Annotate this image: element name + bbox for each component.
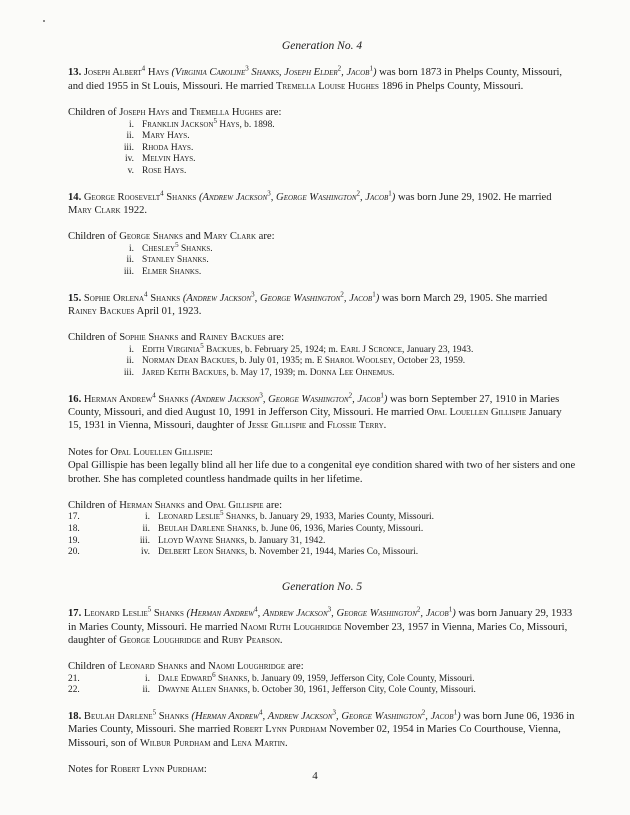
generation-sup: 1 [388, 189, 392, 198]
child-row [68, 670, 576, 686]
spouse-name: Tremella Louise Hughes [276, 80, 379, 92]
child-text [158, 547, 576, 559]
child-numeral: iii. [123, 368, 134, 378]
child-marriage-date: , October 23, 1959. [392, 356, 466, 367]
child-numeral: i. [129, 344, 134, 355]
entry-number: 14. [68, 191, 82, 203]
child-numeral: i. [145, 673, 150, 684]
heading-parent: George Shanks [119, 231, 183, 243]
entry-text: November 23, 1957 in Vienna, Maries Co, Missouri, daughter of [68, 621, 568, 647]
child-name: Rhoda Hays. [142, 142, 194, 153]
child-row [68, 509, 576, 524]
notes-heading [68, 446, 576, 459]
child-index: 17. [68, 512, 80, 523]
child-name: Mary Hays. [142, 131, 190, 142]
child-text [158, 524, 576, 536]
child-info: , b. January 09, 1959, Jefferson City, Cole County, Missouri. [247, 673, 475, 684]
entry-text: and [210, 737, 232, 749]
children-heading [68, 499, 576, 512]
lineage-ancestor: Jacob [357, 393, 381, 405]
child-spouse: E Sharol Woolsey [316, 356, 393, 367]
child-info: , b. July 01, 1935; m. [234, 356, 317, 367]
spouse-father: Jesse Gillispie [247, 420, 307, 432]
lineage-great-grandparent: George Washington [336, 608, 417, 620]
generation-sup: 4 [141, 64, 146, 73]
entry-16 [68, 393, 576, 433]
child-text [158, 685, 576, 697]
lineage-ancestor: Jacob [430, 711, 454, 723]
entry-text: 1922. [120, 205, 148, 216]
child-name: Melvin Hays. [142, 154, 196, 165]
child-row [68, 131, 576, 143]
lineage-sep: , [360, 191, 366, 203]
generation-sup: 3 [251, 290, 255, 299]
lineage-open: ( [191, 393, 195, 405]
heading-parent: Mary Clark [203, 231, 257, 243]
generation-sup: 2 [337, 64, 342, 73]
lineage-ancestor: Jacob [365, 191, 389, 203]
lineage-close: ) [457, 711, 461, 723]
heading-text: and [182, 231, 204, 243]
child-name: Franklin Jackson [142, 119, 214, 130]
child-row [68, 154, 576, 166]
entry-text: was born September 27, 1910 in Maries County, Missouri, and died August 10, 1991 in Jefferson City, Missouri. He married [68, 393, 560, 418]
heading-parent: Opal Gillispie [205, 500, 264, 512]
child-marriage-date: . [392, 368, 395, 378]
person-surname: Shanks [147, 292, 183, 304]
heading-parent: Joseph Hays [119, 107, 170, 119]
child-info: , b. February 25, 1924; m. [240, 344, 341, 355]
child-info: , b. January 29, 1933, Maries County, Missouri. [255, 512, 434, 523]
generation-sup: 3 [259, 391, 263, 400]
lineage-ancestor: Jacob [346, 67, 370, 79]
generation-sup: 2 [421, 708, 426, 717]
lineage-grandparent: Andrew Jackson [267, 711, 333, 723]
child-row [68, 166, 576, 178]
lineage-parent: Andrew Jackson [194, 393, 260, 405]
generation-sup: 5 [152, 708, 157, 717]
heading-text: are: [285, 661, 304, 673]
lineage-close: ) [391, 191, 396, 203]
child-row [68, 685, 576, 697]
generation-sup: 1 [369, 64, 373, 73]
generation-sup: 5 [220, 509, 224, 518]
lineage-sep: , [262, 711, 268, 723]
child-numeral: i. [129, 243, 134, 254]
children-heading [68, 660, 576, 673]
heading-text: are: [256, 231, 275, 243]
generation-sup: 1 [453, 708, 458, 717]
lineage-sep: , [257, 608, 263, 620]
entry-text: was born January 29, 1933 in Maries County, Missouri. He married [68, 608, 573, 633]
spouse-mother: Flossie Terry [326, 420, 384, 432]
lineage-sep: , [341, 67, 347, 79]
entry-15 [68, 292, 576, 319]
child-name: Stanley Shanks. [142, 255, 209, 266]
child-row [68, 524, 576, 536]
child-surname: Shanks [223, 512, 256, 523]
page-number: 4 [312, 770, 318, 782]
child-name: Lloyd Wayne Shanks [158, 535, 245, 546]
child-name: Jared Keith Backues [142, 368, 227, 378]
child-text [142, 341, 576, 357]
generation-sup: 3 [327, 605, 332, 614]
entry-text: April 01, 1923. [134, 306, 202, 317]
child-name: Elmer Shanks. [142, 267, 202, 277]
child-index: 21. [68, 673, 80, 684]
generation-sup: 4 [254, 605, 258, 614]
entry-18 [68, 710, 576, 750]
children-list-16 [68, 509, 576, 558]
child-row [68, 255, 576, 267]
spouse-name: Naomi Ruth Loughridge [240, 621, 342, 633]
heading-text: and [187, 661, 209, 673]
lineage-grandparent: George Washington [276, 191, 357, 203]
heading-parent: Rainey Backues [198, 332, 266, 344]
lineage-parent: Andrew Jackson [186, 292, 252, 304]
entry-text: . [383, 420, 387, 432]
notes-subject: Opal Louellen Gillispie [110, 446, 210, 458]
lineage-great-grandparent: George Washington [341, 711, 422, 723]
lineage-open: ( [182, 292, 187, 304]
generation-sup: 5 [213, 116, 217, 125]
lineage-grandparent: George Washington [268, 393, 349, 405]
generation-sup: 4 [160, 189, 164, 198]
genealogy-page [68, 40, 576, 777]
person-name: Beulah Darlene [83, 711, 153, 723]
person-surname: Shanks [151, 608, 187, 620]
child-name: Edith Virginia [142, 344, 201, 355]
entry-text: was born March 29, 1905. She married [379, 292, 548, 304]
spouse-name: Mary Clark [68, 205, 121, 216]
notes-subject: Robert Lynn Purdham [110, 764, 204, 776]
lineage-close: ) [383, 393, 388, 405]
spouse-name: Robert Lynn Purdham [232, 724, 327, 736]
heading-text: Notes for [68, 764, 111, 776]
child-text [142, 240, 576, 256]
child-text [142, 356, 576, 368]
heading-text: are: [263, 500, 283, 512]
lineage-close: ) [375, 292, 380, 304]
lineage-grandparent: Joseph Elder [284, 67, 338, 79]
children-list-15 [68, 341, 576, 380]
child-numeral: i. [145, 512, 150, 523]
person-name: George Roosevelt [83, 191, 161, 203]
child-name: Chesley [142, 243, 176, 254]
generation-sup: 2 [356, 189, 360, 198]
child-row [68, 536, 576, 548]
generation-sup: 1 [372, 290, 376, 299]
child-spouse: Earl J Scronce [340, 344, 402, 355]
generation-sup: 1 [380, 391, 384, 400]
heading-parent: Herman Shanks [119, 500, 185, 512]
lineage-sep: Shanks, [248, 67, 285, 79]
child-info: , b. June 06, 1936, Maries County, Missouri. [256, 524, 424, 535]
lineage-sep: , [336, 711, 342, 723]
lineage-close: ) [452, 608, 456, 620]
child-text [158, 536, 576, 548]
heading-parent: Naomi Loughridge [208, 661, 286, 673]
person-surname: Hays [145, 67, 172, 79]
child-text [142, 368, 576, 380]
lineage-sep: , [343, 292, 350, 304]
generation-5-heading: Generation No. 5 [281, 580, 363, 593]
child-index: 20. [68, 547, 80, 558]
generation-sup: 2 [416, 605, 421, 614]
lineage-sep: , [331, 608, 337, 620]
child-row [68, 116, 576, 132]
child-info: , b. 1898. [239, 119, 275, 130]
entry-14 [68, 191, 576, 218]
person-surname: Shanks [163, 191, 199, 203]
generation-sup: 4 [258, 708, 263, 717]
entry-text: and [200, 635, 222, 647]
entry-text: was born June 29, 1902. He married [395, 191, 552, 203]
lineage-open: ( [198, 191, 203, 203]
heading-text: Children of [68, 231, 120, 243]
entry-number: 18. [68, 711, 82, 723]
lineage-parent: Herman Andrew [194, 711, 259, 723]
entry-17 [68, 607, 576, 647]
scan-speck [43, 20, 45, 22]
generation-sup: 2 [340, 290, 344, 299]
generation-sup: 5 [175, 240, 179, 249]
person-surname: Shanks [156, 711, 192, 723]
entry-number: 13. [68, 67, 82, 79]
child-numeral: iii. [123, 267, 134, 277]
children-list-13 [68, 116, 576, 178]
spouse-father: Wilbur Purdham [139, 737, 211, 749]
children-list-17 [68, 670, 576, 697]
entry-number: 17. [68, 608, 82, 620]
child-name: Leonard Leslie [158, 512, 221, 523]
child-row [68, 341, 576, 357]
heading-text: Children of [68, 500, 120, 512]
lineage-sep: , [270, 191, 277, 203]
person-name: Joseph Albert [83, 67, 142, 79]
child-index: 22. [68, 685, 80, 696]
child-row [68, 143, 576, 155]
heading-text: are: [262, 107, 282, 119]
heading-text: are: [265, 332, 285, 344]
generation-sup: 6 [212, 670, 216, 679]
child-row [68, 547, 576, 559]
child-numeral: iii. [139, 535, 150, 546]
child-info: , b. January 31, 1942. [244, 535, 326, 546]
entry-text: was born 1873 in Phelps County, Missouri, and died 1955 in St Louis, Missouri. He married [68, 67, 563, 92]
child-spouse: Donna Lee Ohnemus [309, 368, 392, 378]
entry-text: . [284, 737, 288, 749]
child-row [68, 368, 576, 380]
child-surname: Shanks [215, 673, 248, 684]
children-list-14 [68, 240, 576, 279]
lineage-ancestor: Jacob [425, 608, 449, 620]
lineage-parent: Herman Andrew [190, 608, 255, 620]
heading-parent: Sophie Shanks [119, 332, 179, 344]
notes-text: Opal Gillispie has been legally blind all her life due to a congenital eye condition shared with two of her sisters and one brother. She has completed countless handmade quilts in her lifetime. [68, 460, 576, 485]
generation-sup: 3 [332, 708, 337, 717]
child-index: 18. [68, 524, 80, 535]
child-text [142, 116, 576, 132]
child-text [158, 509, 576, 524]
generation-4-heading: Generation No. 4 [281, 40, 363, 52]
heading-parent: Tremella Hughes [189, 107, 263, 119]
child-numeral: ii. [126, 255, 134, 266]
child-numeral: iv. [124, 154, 134, 165]
child-numeral: v. [127, 166, 134, 176]
heading-text: Children of [68, 661, 120, 673]
child-surname: Backues [203, 344, 241, 355]
child-marriage-date: , January 23, 1943. [402, 344, 474, 355]
child-numeral: ii. [142, 524, 150, 535]
child-numeral: ii. [126, 131, 134, 142]
child-surname: Shanks. [178, 243, 213, 254]
child-name: Dale Edward [158, 673, 213, 684]
lineage-sep: , [254, 292, 260, 304]
lineage-sep: , [420, 608, 426, 620]
heading-parent: Leonard Shanks [119, 661, 188, 673]
heading-text: : [209, 446, 213, 458]
generation-sup: 5 [200, 341, 204, 350]
lineage-sep: , [425, 711, 431, 723]
lineage-parent: Virginia Caroline [175, 67, 246, 79]
lineage-open: ( [191, 711, 195, 723]
child-name: Dwayne Allen Shanks [158, 685, 248, 696]
lineage-sep: , [352, 393, 358, 405]
child-numeral: iv. [140, 547, 150, 558]
entry-13 [68, 66, 576, 93]
spouse-father: George Loughridge [119, 635, 201, 647]
heading-text: Children of [68, 107, 120, 119]
child-row [68, 267, 576, 279]
children-heading [68, 230, 576, 243]
heading-text: : [203, 764, 207, 776]
child-row [68, 356, 576, 368]
spouse-name: Opal Louellen Gillispie [426, 407, 527, 418]
entry-text: November 02, 1954 in Maries Co Courthouse, Vienna, Missouri, son of [68, 724, 561, 749]
person-name: Sophie Orlena [83, 292, 145, 304]
spouse-mother: Ruby Pearson [221, 635, 280, 647]
entry-text: was born June 06, 1936 in Maries County, Missouri. She married [68, 711, 575, 736]
lineage-parent: Andrew Jackson [202, 191, 268, 203]
heading-text: and [178, 332, 199, 344]
generation-sup: 3 [245, 64, 249, 73]
heading-text: Notes for [68, 446, 111, 458]
lineage-open: ( [186, 608, 191, 620]
entry-text: January 15, 1931 in Vienna, Missouri, daughter of [68, 407, 562, 432]
entry-number: 15. [68, 292, 82, 304]
generation-sup: 4 [152, 391, 156, 400]
spouse-mother: Lena Martin [231, 737, 285, 749]
child-surname: Hays [217, 119, 240, 130]
heading-text: Children of [68, 332, 120, 344]
entry-text: 1896 in Phelps County, Missouri. [378, 80, 524, 92]
child-name: Beulah Darlene Shanks [158, 524, 257, 535]
children-heading [68, 331, 576, 344]
child-name: Rose Hays. [142, 166, 187, 176]
generation-sup: 5 [147, 605, 152, 614]
child-numeral: ii. [142, 685, 150, 696]
child-numeral: iii. [123, 142, 134, 153]
child-info: , b. May 17, 1939; m. [226, 368, 310, 378]
heading-text: and [184, 500, 206, 512]
lineage-grandparent: George Washington [259, 292, 341, 304]
child-name: Norman Dean Backues [142, 356, 235, 367]
lineage-close: ) [372, 67, 377, 79]
lineage-ancestor: Jacob [349, 292, 373, 304]
child-info: , b. October 30, 1961, Jefferson City, Cole County, Missouri. [247, 685, 476, 696]
children-heading [68, 106, 576, 119]
lineage-sep: , [262, 393, 269, 405]
person-name: Leonard Leslie [83, 608, 148, 620]
heading-text: and [169, 107, 190, 119]
person-name: Herman Andrew [83, 393, 153, 405]
entry-number: 16. [68, 393, 82, 405]
lineage-grandparent: Andrew Jackson [262, 608, 328, 620]
child-text [158, 670, 576, 686]
generation-sup: 1 [448, 605, 453, 614]
child-numeral: ii. [126, 356, 134, 367]
entry-text: and [306, 420, 327, 432]
child-info: , b. November 21, 1944, Maries Co, Missouri. [244, 547, 419, 558]
person-surname: Shanks [155, 393, 192, 405]
generation-sup: 4 [144, 290, 148, 299]
child-index: 19. [68, 535, 80, 546]
child-name: Delbert Leon Shanks [158, 547, 245, 558]
spouse-name: Rainey Backues [68, 306, 135, 317]
lineage-open: ( [171, 67, 176, 79]
generation-sup: 3 [267, 189, 271, 198]
child-numeral: i. [129, 119, 134, 130]
generation-sup: 2 [348, 391, 353, 400]
entry-text: . [279, 635, 283, 647]
child-row [68, 240, 576, 256]
